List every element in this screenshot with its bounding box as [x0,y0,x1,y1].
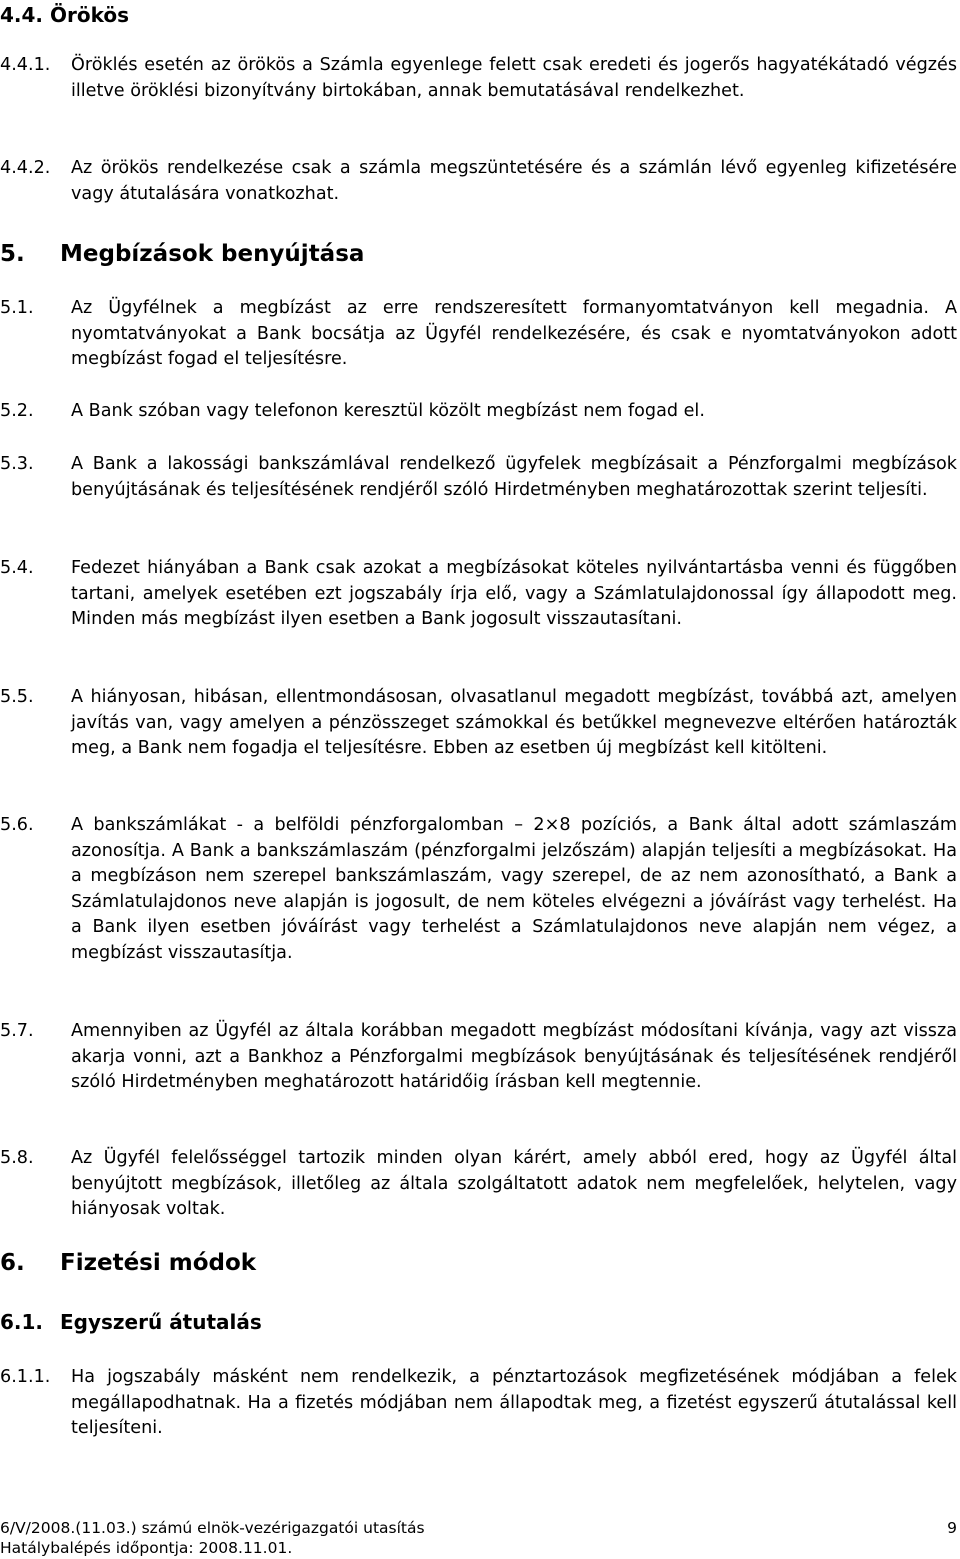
section-title: 4.4. Örökös [0,3,130,27]
paragraph-5-1 [0,296,957,373]
footer-effective-date: Hatálybalépés időpontja: 2008.11.01. [0,1539,293,1557]
paragraph-5-5 [0,685,957,762]
paragraph-text: Amennyiben az Ügyfél az általa korábban megadott megbízást módosítani kívánja, vagy azt vissza akarja vonni, azt a Bankhoz a Pénzforgalmi megbízások benyújtásának és teljesítésének rendjéről szóló Hirdetményben meghatározott határidőig írásban kell megtennie. [71,1021,957,1093]
section-title: Megbízások benyújtása [60,241,365,267]
section-heading-6 [0,1249,256,1277]
section-heading-5 [0,240,364,268]
paragraph-text: Az örökös rendelkezése csak a számla megszüntetésére és a számlán lévő egyenleg kifizetésére vagy átutalására vonatkozhat. [71,158,957,204]
section-title: Fizetési módok [60,1250,257,1276]
paragraph-number: 5.4. [0,558,34,578]
page-number: 9 [947,1519,957,1537]
footer-regulation: 6/V/2008.(11.03.) számú elnök-vezérigazgatói utasítás [0,1519,425,1537]
section-number: 6.1. [0,1310,44,1334]
paragraph-number: 6.1.1. [0,1367,51,1387]
paragraph-number: 5.7. [0,1021,34,1041]
paragraph-text: A bankszámlákat - a belföldi pénzforgalomban – 2×8 pozíciós, a Bank által adott számlaszám azonosítja. A Bank a bankszámlaszám (pénzforgalmi jelzőszám) alapján teljesíti a megbízásokat. Ha a megbízáson nem szerepel bankszámlaszám, vagy szerepel, de az nem azonosítható, a Bank a Számlatulajdonos neve alapján is jogosult, de nem köteles elvégezni a jóváírást vagy terhelést. Ha a Bank ilyen esetben jóváírást vagy terhelést a Számlatulajdonos neve alapján nem végez, a megbízást visszautasítja. [71,815,957,963]
paragraph-number: 4.4.1. [0,55,51,75]
paragraph-text: A hiányosan, hibásan, ellentmondásosan, olvasatlanul megadott megbízást, továbbá azt, amelyen javítás van, vagy amelyen a pénzösszeget számokkal és betűkkel megnevezve eltérően határozták meg, a Bank nem fogadja el teljesítésre. Ebben az esetben új megbízást kell kitölteni. [71,687,957,759]
paragraph-text: A Bank a lakossági bankszámlával rendelkező ügyfelek megbízásait a Pénzforgalmi megbízások benyújtásának és teljesítésének rendjéről szóló Hirdetményben meghatározottak szerint teljesíti. [71,454,957,500]
section-title: Egyszerű átutalás [60,1310,262,1334]
paragraph-text: Fedezet hiányában a Bank csak azokat a megbízásokat köteles nyilvántartásba venni és függőben tartani, amelyek esetében ezt jogszabály írja elő, vagy a Számlatulajdonossal így állapodott meg. Minden más megbízást ilyen esetben a Bank jogosult visszautasítani. [71,558,957,630]
paragraph-5-4 [0,556,957,633]
paragraph-number: 4.4.2. [0,158,51,178]
paragraph-4-4-1 [0,53,957,104]
paragraph-5-3 [0,452,957,503]
paragraph-text: Öröklés esetén az örökös a Számla egyenlege felett csak eredeti és jogerős hagyatékátadó végzés illetve öröklési bizonyítvány birtokában, annak bemutatásával rendelkezhet. [71,55,957,101]
paragraph-6-1-1 [0,1365,957,1442]
paragraph-number: 5.3. [0,454,34,474]
paragraph-text: Az Ügyfélnek a megbízást az erre rendszeresített formanyomtatványon kell megadnia. A nyomtatványokat a Bank bocsátja az Ügyfél rendelkezésére, és csak e nyomtatványokon adott megbízást fogad el teljesítésre. [71,298,957,370]
paragraph-number: 5.6. [0,815,34,835]
paragraph-5-7 [0,1019,957,1096]
page-footer [0,1518,957,1558]
paragraph-5-2 [0,399,957,425]
paragraph-text: Ha jogszabály másként nem rendelkezik, a pénztartozások megfizetésének módjában a felek megállapodhatnak. Ha a fizetés módjában nem állapodtak meg, a fizetést egyszerű átutalással kell teljesíteni. [71,1367,957,1439]
paragraph-text: A Bank szóban vagy telefonon keresztül közölt megbízást nem fogad el. [71,401,705,421]
paragraph-4-4-2 [0,156,957,207]
section-number: 5. [0,241,25,267]
paragraph-number: 5.5. [0,687,34,707]
paragraph-number: 5.2. [0,401,34,421]
paragraph-number: 5.1. [0,298,34,318]
paragraph-5-6 [0,813,957,967]
paragraph-number: 5.8. [0,1148,34,1168]
section-heading-4-4 [0,2,129,28]
section-heading-6-1 [0,1309,262,1335]
paragraph-5-8 [0,1146,957,1223]
section-number: 6. [0,1250,25,1276]
paragraph-text: Az Ügyfél felelősséggel tartozik minden olyan kárért, amely abból ered, hogy az Ügyfél által benyújtott megbízások, illetőleg az általa szolgáltatott adatok nem megfelelőek, helytelen, vagy hiányosak voltak. [71,1148,957,1220]
